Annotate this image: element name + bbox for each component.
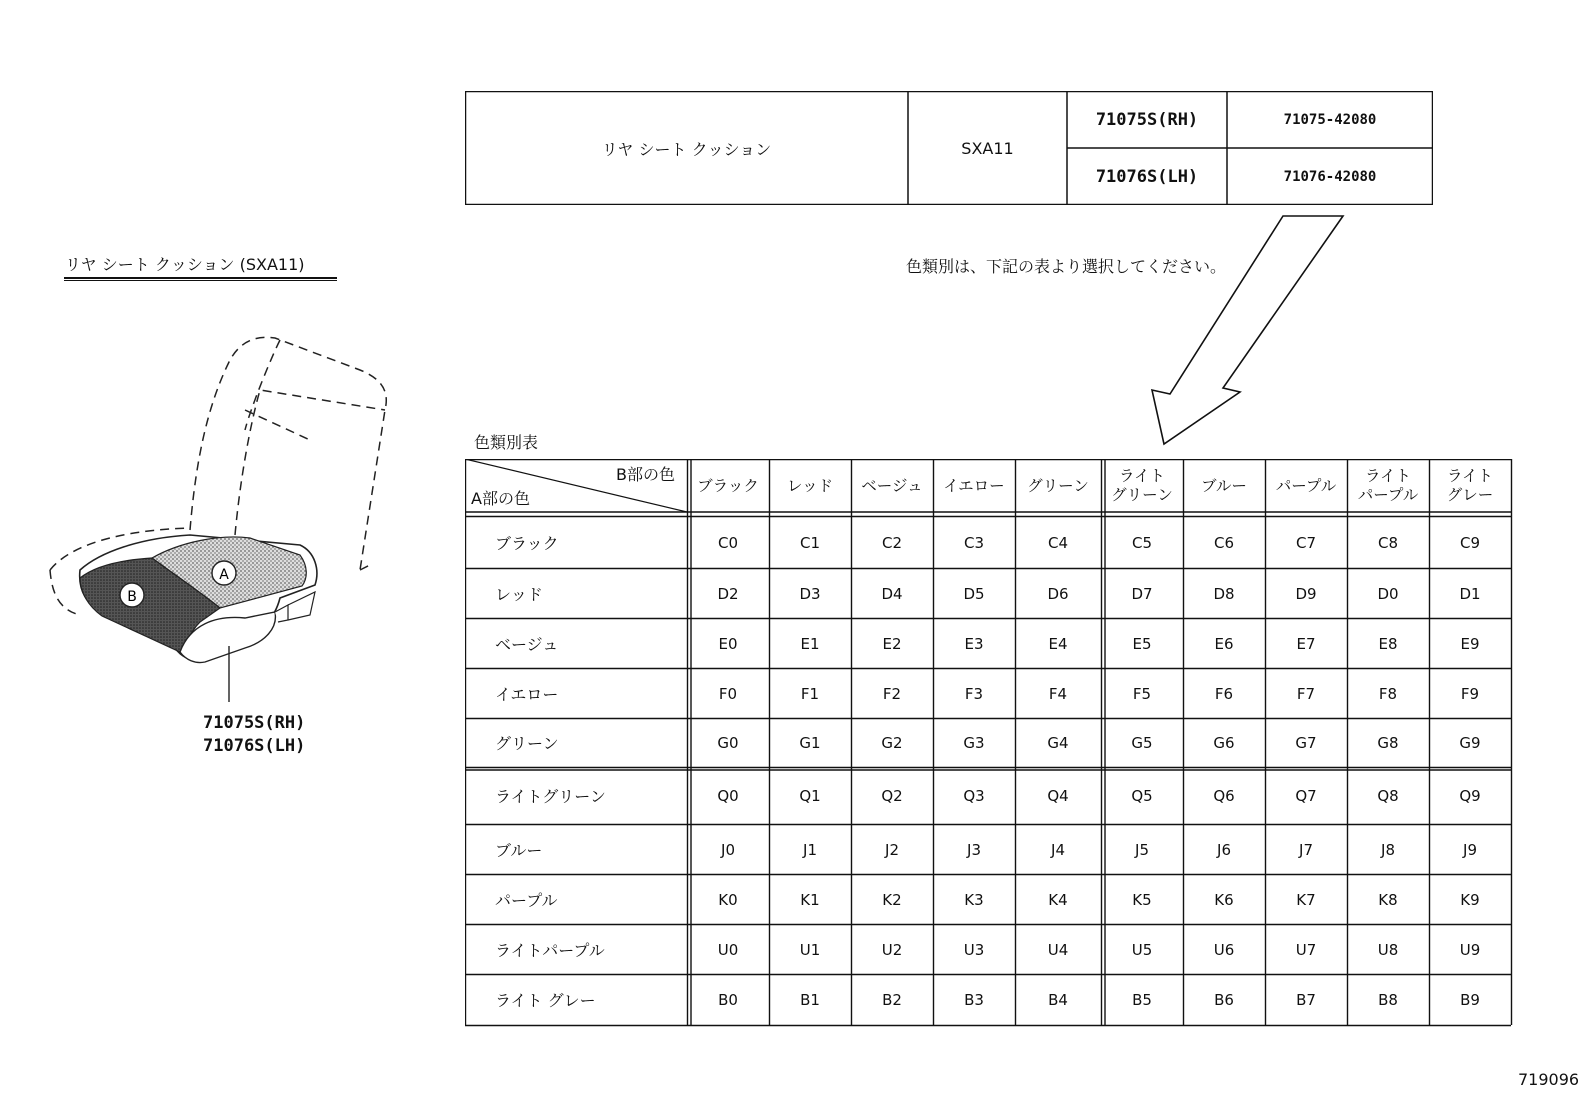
- color-code-cell: G9: [1459, 734, 1481, 752]
- column-header: ライト グレー: [1446, 467, 1494, 504]
- color-code-cell: D3: [799, 584, 821, 603]
- color-code-cell: F8: [1378, 684, 1398, 703]
- color-code-cell: U2: [881, 940, 903, 959]
- color-code-cell: B6: [1214, 991, 1234, 1009]
- color-code-cell: E9: [1460, 634, 1480, 653]
- column-header: ブラック: [697, 476, 759, 495]
- color-code-cell: F7: [1296, 684, 1316, 703]
- row-header: ライト グレー: [495, 991, 596, 1010]
- color-code-cell: U8: [1377, 940, 1399, 959]
- color-code-cell: K4: [1048, 890, 1068, 909]
- color-code-cell: G6: [1213, 734, 1235, 752]
- color-code-cell: G2: [881, 734, 903, 752]
- color-code-cell: B2: [882, 991, 902, 1009]
- row-header: ライトグリーン: [495, 787, 606, 806]
- seat-label-a: A: [219, 567, 229, 583]
- color-code-cell: B0: [718, 991, 738, 1009]
- color-code-cell: Q9: [1459, 787, 1481, 805]
- row-header: レッド: [495, 584, 543, 604]
- color-code-cell: F4: [1048, 684, 1068, 703]
- color-code-cell: U6: [1213, 940, 1235, 959]
- part-code-rh: 71075S(RH): [1095, 109, 1199, 130]
- color-code-cell: K5: [1132, 890, 1152, 909]
- row-header: イエロー: [495, 684, 559, 704]
- color-code-cell: F0: [718, 684, 738, 703]
- color-code-cell: J8: [1381, 840, 1395, 859]
- color-code-cell: U9: [1459, 940, 1481, 959]
- color-code-cell: J9: [1463, 840, 1477, 859]
- color-code-cell: E1: [800, 634, 820, 653]
- color-code-cell: D1: [1459, 584, 1481, 603]
- color-code-cell: G7: [1295, 734, 1317, 752]
- color-code-cell: D6: [1047, 584, 1069, 603]
- row-header: グリーン: [495, 734, 559, 753]
- color-code-cell: D7: [1131, 584, 1153, 603]
- corner-b-label: B部の色: [616, 464, 675, 484]
- column-header: ライト グリーン: [1111, 467, 1173, 504]
- row-header: パープル: [495, 890, 558, 910]
- color-code-cell: F1: [800, 684, 820, 703]
- color-code-cell: E2: [882, 634, 902, 653]
- color-code-cell: J3: [967, 840, 981, 859]
- row-header: ブラック: [495, 533, 559, 553]
- color-code-cell: B1: [800, 991, 820, 1009]
- color-code-cell: Q6: [1213, 787, 1235, 805]
- color-code-cell: D8: [1213, 584, 1235, 603]
- color-code-cell: E6: [1214, 634, 1234, 653]
- column-header: グリーン: [1027, 476, 1089, 495]
- column-header: ブルー: [1201, 476, 1247, 495]
- color-code-cell: C0: [717, 533, 739, 552]
- row-header: ブルー: [495, 840, 543, 860]
- color-code-cell: K6: [1214, 890, 1234, 909]
- color-code-cell: B8: [1378, 991, 1398, 1009]
- color-code-cell: K8: [1378, 890, 1398, 909]
- color-code-cell: Q1: [799, 787, 821, 805]
- part-code-lh: 71076S(LH): [1095, 166, 1199, 187]
- color-code-cell: Q8: [1377, 787, 1399, 805]
- color-code-cell: C7: [1295, 533, 1317, 552]
- seat-cushion-illustration: [40, 330, 420, 720]
- color-code-cell: D9: [1295, 584, 1317, 603]
- seat-part-code-lh: 71076S(LH): [203, 736, 306, 756]
- color-code-cell: D5: [963, 584, 985, 603]
- color-code-cell: F5: [1132, 684, 1152, 703]
- color-code-cell: U1: [799, 940, 821, 959]
- color-code-cell: C2: [881, 533, 903, 552]
- color-code-cell: F9: [1460, 684, 1480, 703]
- color-code-cell: G1: [799, 734, 821, 752]
- color-code-cell: E8: [1378, 634, 1398, 653]
- color-code-cell: B9: [1460, 991, 1480, 1009]
- color-code-cell: E0: [718, 634, 738, 653]
- color-code-cell: C1: [799, 533, 821, 552]
- color-code-cell: G4: [1047, 734, 1069, 752]
- seat-label-b: B: [127, 589, 137, 605]
- color-code-cell: C3: [963, 533, 985, 552]
- color-code-cell: C5: [1131, 533, 1153, 552]
- color-code-cell: U7: [1295, 940, 1317, 959]
- color-code-cell: E7: [1296, 634, 1316, 653]
- color-code-cell: J7: [1299, 840, 1313, 859]
- color-code-cell: K2: [882, 890, 902, 909]
- color-code-cell: K9: [1460, 890, 1480, 909]
- color-code-cell: E3: [964, 634, 984, 653]
- corner-a-label: A部の色: [471, 488, 530, 508]
- color-code-cell: U0: [717, 940, 739, 959]
- color-code-cell: U3: [963, 940, 985, 959]
- color-code-cell: F3: [964, 684, 984, 703]
- part-name: リヤ シート クッション: [601, 139, 772, 159]
- color-code-cell: J2: [885, 840, 899, 859]
- part-number-rh: 71075-42080: [1283, 111, 1377, 128]
- color-code-cell: Q0: [717, 787, 739, 805]
- color-code-cell: J6: [1217, 840, 1231, 859]
- color-code-cell: U5: [1131, 940, 1153, 959]
- color-code-cell: G3: [963, 734, 985, 752]
- color-code-cell: B5: [1132, 991, 1152, 1009]
- color-code-cell: K0: [718, 890, 738, 909]
- seat-part-code-rh: 71075S(RH): [203, 713, 306, 733]
- color-code-cell: U4: [1047, 940, 1069, 959]
- column-header: パープル: [1275, 476, 1337, 495]
- color-code-cell: K7: [1296, 890, 1316, 909]
- color-code-cell: D0: [1377, 584, 1399, 603]
- color-code-cell: G5: [1131, 734, 1153, 752]
- diagram-caption: リヤ シート クッション (SXA11): [65, 255, 305, 274]
- color-code-cell: K3: [964, 890, 984, 909]
- color-code-cell: D4: [881, 584, 903, 603]
- color-code-cell: C6: [1213, 533, 1235, 552]
- selection-note: 色類別は、下記の表より選択してください。: [906, 257, 1227, 276]
- row-header: ライトパープル: [495, 940, 605, 960]
- color-code-cell: K1: [800, 890, 820, 909]
- column-header: イエロー: [943, 476, 1005, 495]
- color-code-cell: Q2: [881, 787, 903, 805]
- column-header: レッド: [786, 476, 834, 495]
- color-code-cell: B7: [1296, 991, 1316, 1009]
- color-code-cell: G8: [1377, 734, 1399, 752]
- pointer-arrow-icon: [1150, 212, 1350, 452]
- color-chart-title: 色類別表: [474, 433, 539, 452]
- caption-underline: [64, 277, 337, 279]
- color-code-cell: E4: [1048, 634, 1068, 653]
- color-code-cell: F6: [1214, 684, 1234, 703]
- color-code-cell: C4: [1047, 533, 1069, 552]
- color-code-cell: F2: [882, 684, 902, 703]
- color-code-cell: G0: [717, 734, 739, 752]
- color-code-cell: Q4: [1047, 787, 1069, 805]
- color-code-cell: J1: [803, 840, 817, 859]
- drawing-number: 719096: [1518, 1070, 1580, 1089]
- color-code-cell: D2: [717, 584, 739, 603]
- color-code-cell: E5: [1132, 634, 1152, 653]
- part-number-lh: 71076-42080: [1283, 168, 1377, 185]
- color-code-cell: B3: [964, 991, 984, 1009]
- column-header: ライト パープル: [1357, 467, 1419, 504]
- color-code-cell: C9: [1459, 533, 1481, 552]
- part-model: SXA11: [961, 138, 1014, 158]
- color-code-cell: J0: [721, 840, 735, 859]
- color-code-cell: C8: [1377, 533, 1399, 552]
- color-code-cell: Q5: [1131, 787, 1153, 805]
- color-code-cell: B4: [1048, 991, 1068, 1009]
- color-code-cell: Q3: [963, 787, 985, 805]
- color-code-cell: J5: [1135, 840, 1149, 859]
- row-header: ベージュ: [495, 634, 559, 654]
- column-header: ベージュ: [861, 476, 923, 495]
- part-header-table: [465, 91, 1433, 205]
- color-code-cell: J4: [1051, 840, 1065, 859]
- color-code-cell: Q7: [1295, 787, 1317, 805]
- caption-underline-thin: [64, 280, 337, 281]
